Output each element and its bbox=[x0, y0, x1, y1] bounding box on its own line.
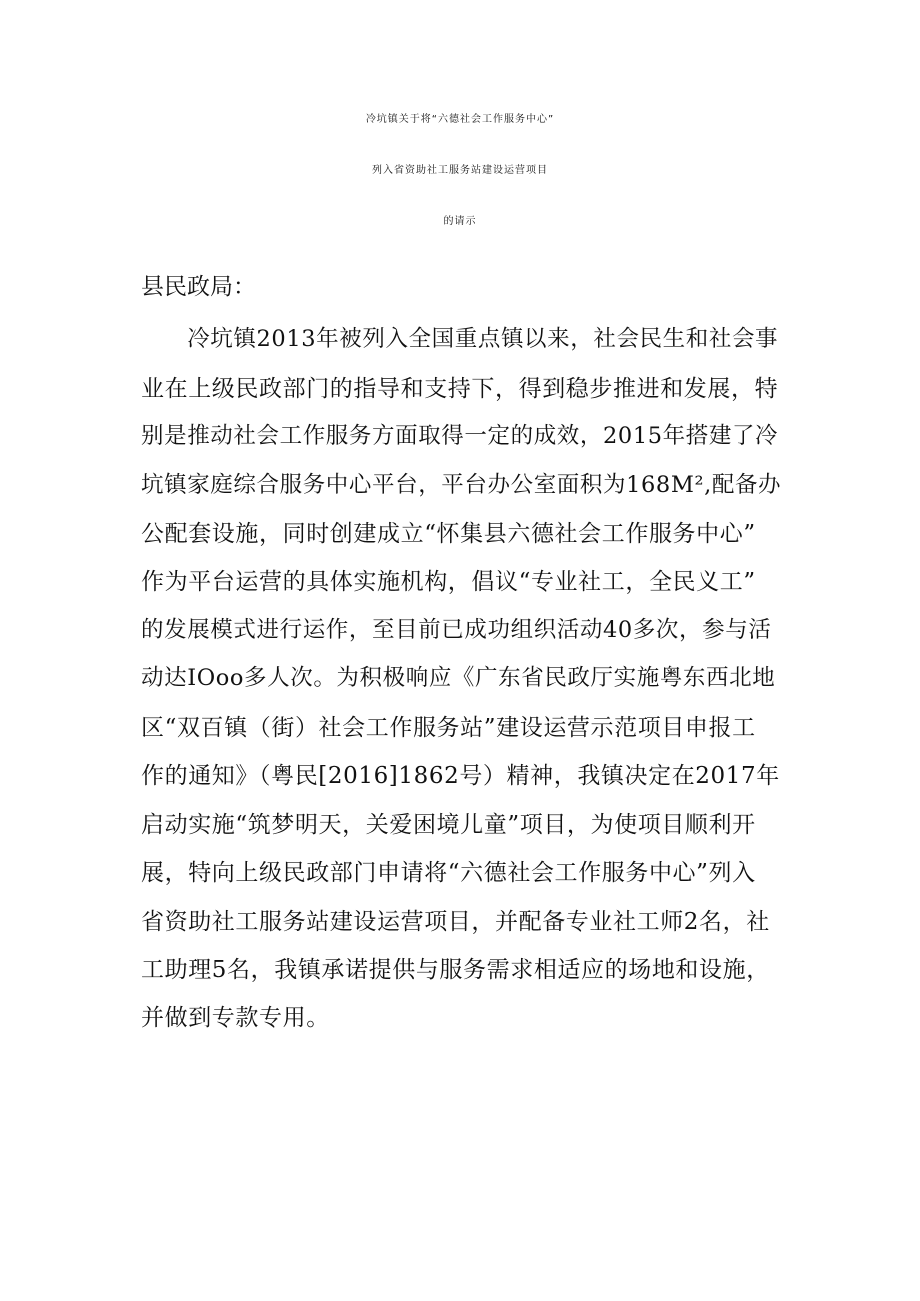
document-title-line-2: 列入省资助社工服务站建设运营项目 bbox=[372, 165, 548, 176]
salutation: 县民政局： bbox=[141, 274, 256, 300]
document-title-line-3: 的请示 bbox=[443, 216, 477, 227]
body-line-11: 启动实施“筑梦明天，关爱困境儿童”项目，为使项目顺利开 bbox=[141, 812, 756, 838]
body-line-14: 工助理5名，我镇承诺提供与服务需求相适应的场地和设施， bbox=[141, 957, 770, 983]
body-line-8: 动达IOoo多人次。为积极响应《广东省民政厅实施粤东西北地 bbox=[141, 665, 776, 691]
body-line-4: 坑镇家庭综合服务中心平台，平台办公室面积为168M²,配备办 bbox=[141, 472, 782, 498]
body-line-9: 区“双百镇（街）社会工作服务站”建设运营示范项目申报工 bbox=[141, 715, 756, 741]
body-line-7: 的发展模式进行运作，至目前已成功组织活动40多次，参与活 bbox=[141, 617, 772, 643]
body-line-2: 业在上级民政部门的指导和支持下，得到稳步推进和发展，特 bbox=[141, 376, 779, 402]
body-line-1: 冷坑镇2013年被列入全国重点镇以来，社会民生和社会事 bbox=[141, 326, 779, 352]
body-line-10: 作的通知》（粤民[2016]1862号）精神，我镇决定在2017年 bbox=[141, 763, 780, 789]
document-title-line-1: 冷坑镇关于将“六德社会工作服务中心” bbox=[365, 114, 555, 125]
body-line-6: 作为平台运营的具体实施机构，倡议“专业社工，全民义工” bbox=[141, 569, 756, 595]
body-line-15: 并做到专款专用。 bbox=[141, 1005, 330, 1031]
body-line-12: 展，特向上级民政部门申请将“六德社会工作服务中心”列入 bbox=[141, 860, 756, 886]
body-line-13: 省资助社工服务站建设运营项目，并配备专业社工师2名，社 bbox=[141, 909, 770, 935]
body-line-3: 别是推动社会工作服务方面取得一定的成效，2015年搭建了冷 bbox=[141, 423, 779, 449]
body-line-5: 公配套设施，同时创建成立“怀集县六德社会工作服务中心” bbox=[141, 521, 756, 547]
